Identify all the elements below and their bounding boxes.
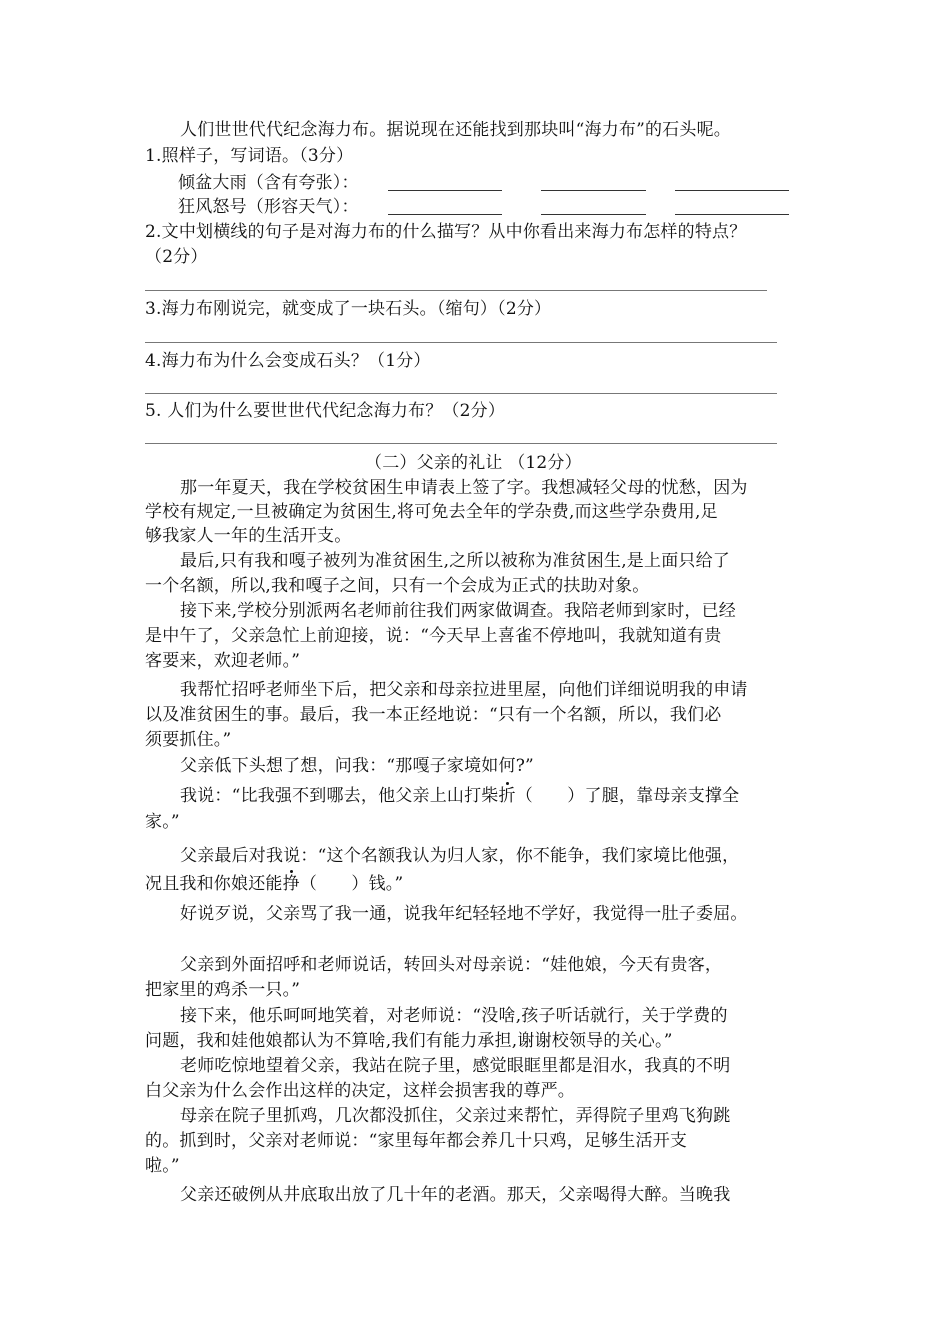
p6-line-1 xyxy=(180,785,739,807)
p10-line-2: 问题，我和娃他娘都认为不算啥,我们有能力承担,谢谢校领导的关心。” xyxy=(145,1031,673,1051)
p7-line-2 xyxy=(145,873,403,895)
p2-line-2: 一个名额，所以,我和嘎子之间，只有一个会成为正式的扶助对象。 xyxy=(145,576,650,596)
q3-answer-line[interactable] xyxy=(145,342,777,343)
q5-answer-line[interactable] xyxy=(145,443,777,444)
p1-line-2: 学校有规定,一旦被确定为贫困生,将可免去全年的学杂费,而这些学杂费用,足 xyxy=(145,502,718,522)
p4-line-3: 须要抓住。” xyxy=(145,730,232,750)
q5-title: 5. 人们为什么要世世代代纪念海力布？（2分） xyxy=(145,401,506,421)
p7-pre: 况且我和你娘还能 xyxy=(145,874,283,894)
p11-line-1: 老师吃惊地望着父亲，我站在院子里，感觉眼眶里都是泪水，我真的不明 xyxy=(180,1056,731,1076)
q1-row1-blank-3[interactable] xyxy=(675,174,789,191)
q1-row1-blank-2[interactable] xyxy=(541,174,646,191)
q4-title: 4.海力布为什么会变成石头？（1分） xyxy=(145,351,431,371)
p11-line-2: 白父亲为什么会作出这样的决定，这样会损害我的尊严。 xyxy=(145,1081,575,1101)
q4-answer-line[interactable] xyxy=(145,393,777,394)
p12-line-1: 母亲在院子里抓鸡，几次都没抓住，父亲过来帮忙，弄得院子里鸡飞狗跳 xyxy=(180,1106,731,1126)
p3-line-3: 客要来，欢迎老师。” xyxy=(145,651,301,671)
p12-line-2: 的。抓到时，父亲对老师说：“家里每年都会养几十只鸡，足够生活开支 xyxy=(145,1131,688,1151)
p9-line-2: 把家里的鸡杀一只。” xyxy=(145,980,301,1000)
p6-dotted-char: 折 xyxy=(498,786,516,806)
q2-answer-line[interactable] xyxy=(145,290,767,291)
p1-line-1: 那一年夏天，我在学校贫困生申请表上签了字。我想减轻父母的忧愁，因为 xyxy=(180,478,748,498)
p6-post: （ ）了腿，靠母亲支撑全 xyxy=(515,786,740,806)
p6-line-2: 家。” xyxy=(145,812,180,832)
q1-row1 xyxy=(178,172,359,194)
q1-row2 xyxy=(178,196,359,218)
p12-line-3: 啦。” xyxy=(145,1156,180,1176)
q1-row2-blank-2[interactable] xyxy=(541,198,646,215)
q1-row1-blank-1[interactable] xyxy=(388,174,502,191)
p7-post: （ ）钱。” xyxy=(299,874,404,894)
q1-row2-blank-3[interactable] xyxy=(675,198,789,215)
p7-dotted-char: 挣 xyxy=(282,874,300,894)
p6-pre: 我说：“比我强不到哪去，他父亲上山打柴 xyxy=(180,786,499,806)
q1-row2-label: 狂风怒号（形容天气）： xyxy=(178,197,359,217)
p4-line-2: 以及准贫困生的事。最后，我一本正经地说：“只有一个名额，所以，我们必 xyxy=(145,705,722,725)
q1-row2-blank-1[interactable] xyxy=(388,198,502,215)
q2-title: 2.文中划横线的句子是对海力布的什么描写？从中你看出来海力布怎样的特点？ xyxy=(145,222,747,242)
intro-line: 人们世世代代纪念海力布。据说现在还能找到那块叫“海力布”的石头呢。 xyxy=(180,120,731,140)
p8-line-1: 好说歹说，父亲骂了我一通，说我年纪轻轻地不学好，我觉得一肚子委屈。 xyxy=(180,904,748,924)
p3-line-1: 接下来,学校分别派两名老师前往我们两家做调查。我陪老师到家时，已经 xyxy=(180,601,737,621)
p4-line-1: 我帮忙招呼老师坐下后，把父亲和母亲拉进里屋，向他们详细说明我的申请 xyxy=(180,680,748,700)
p5-line-1: 父亲低下头想了想，问我：“那嘎子家境如何?” xyxy=(180,756,534,776)
p7-line-1: 父亲最后对我说：“这个名额我认为归人家，你不能争，我们家境比他强， xyxy=(180,846,740,866)
p9-line-1: 父亲到外面招呼和老师说话，转回头对母亲说：“娃他娘，今天有贵客， xyxy=(180,955,723,975)
p2-line-1: 最后,只有我和嘎子被列为准贫困生,之所以被称为准贫困生,是上面只给了 xyxy=(180,551,731,571)
section2-heading: （二）父亲的礼让 （12分） xyxy=(365,453,582,473)
p13-line-1: 父亲还破例从井底取出放了几十年的老酒。那天，父亲喝得大醉。当晚我 xyxy=(180,1185,731,1205)
q3-title: 3.海力布刚说完，就变成了一块石头。（缩句）（2分） xyxy=(145,299,552,319)
p10-line-1: 接下来，他乐呵呵地笑着，对老师说：“没啥,孩子听话就行，关于学费的 xyxy=(180,1006,728,1026)
q1-row1-label: 倾盆大雨（含有夸张）： xyxy=(178,173,359,193)
p3-line-2: 是中午了，父亲急忙上前迎接，说：“今天早上喜雀不停地叫，我就知道有贵 xyxy=(145,626,722,646)
q1-title: 1.照样子，写词语。（3分） xyxy=(145,146,354,166)
q2-score: （2分） xyxy=(145,247,208,267)
p1-line-3: 够我家人一年的生活开支。 xyxy=(145,526,352,546)
